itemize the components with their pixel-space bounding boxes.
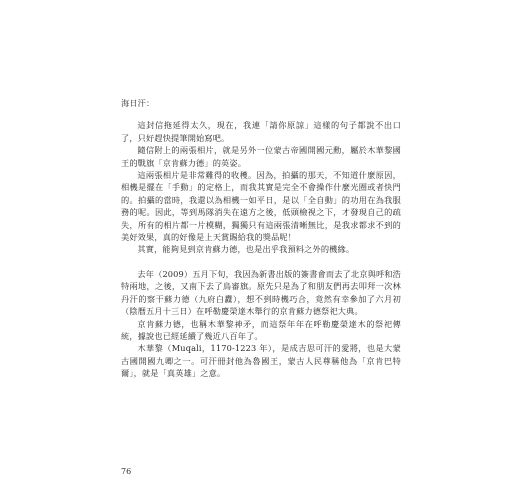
page-number: 76: [121, 467, 132, 476]
paragraph: 去年（2009）五月下旬，我因為新書出版的簽書會而去了北京與呼和浩特兩地，之後，又南下去了鳥審旗。原先只是為了和朋友們再去叩拜一次林丹汗的察干蘇力德（九府白纛），想不到時機巧合，竟然有幸參加了六月初（陰曆五月十三日）在呼勒慶榮達木舉行的京肯蘇力德祭祀大典。: [121, 268, 401, 317]
paragraph: 其實，能夠見到京肯蘇力德，也是出乎我預料之外的機緣。: [137, 244, 355, 255]
paragraph: 京肯蘇力德，也稱木華黎神矛，而這祭年年在呼勒慶榮達木的祭祀傳統，據說也已經延續了幾近八百年了。: [121, 318, 401, 341]
letter-body: [121, 97, 401, 380]
paragraph: 這兩張相片是非常難得的收穫。因為，拍攝的那天，不知道什麼原因，相機是擺在「手動」的定格上，而我其實是完全不會操作什麼光圈或者快門的。拍攝的當時，我還以為相機一如平日，是以「全自動」的功用在為我服務的呢。因此，等到馬隊消失在遠方之後，低頭檢視之下，才發現自己的疏失，所有的相片都一片模糊，獨獨只有這兩張清晰無比，是我求都求不到的美好效果，真的好像是上天賞賜給我的獎品呢！: [121, 170, 401, 243]
paragraph: 這封信拖延得太久，現在，我連「請你原諒」這樣的句子都說不出口了，只好趕快提筆開始寫吧。: [121, 120, 401, 143]
paragraph: 木華黎（Muqali，1170-1223 年），是成吉思可汗的愛將，也是大蒙古國開國九卿之一。可汗冊封他為魯國王，蒙古人民尊稱他為「京肯巴特爾」，就是「真英雄」之意。: [121, 343, 401, 379]
paragraph: 隨信附上的兩張相片，就是另外一位蒙古帝國開國元勳，屬於木華黎國王的戰旗「京肯蘇力德」的英姿。: [121, 145, 401, 168]
salutation: 海日汗：: [121, 98, 155, 108]
section-gap: [121, 256, 401, 268]
